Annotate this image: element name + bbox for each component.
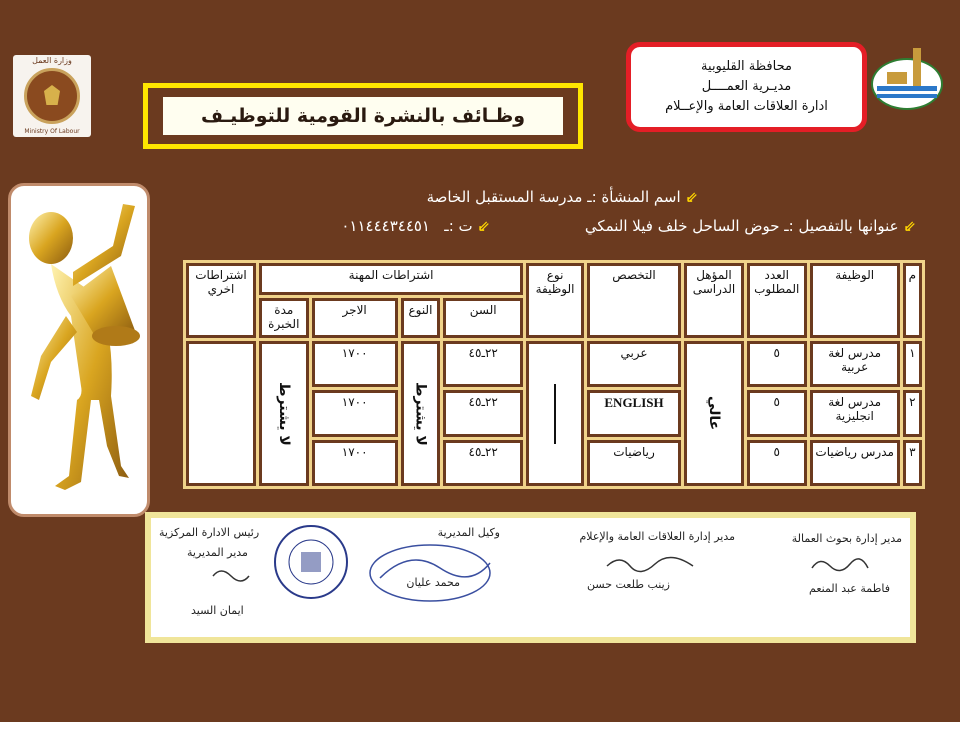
header-specialization: التخصص [590,266,678,335]
row-count: ٥ [750,443,804,483]
qualification-value: عالي [705,396,722,431]
header-requirements: اشتراطات المهنة [262,266,520,292]
header-department: ادارة العلاقات العامة والإعــلام [665,99,828,114]
eagle-seal-icon [24,68,80,124]
arrow-icon: ⇙ [685,188,698,206]
signature-2-title: مدير إدارة العلاقات العامة والإعلام [579,530,735,543]
signature-1-name: فاطمة عبد المنعم [809,582,890,595]
row-age: ٢٢ـ٤٥ [446,393,520,433]
signature-panel [145,512,916,643]
ministry-logo-arabic: وزارة العمل [32,56,72,65]
row-age: ٢٢ـ٤٥ [446,443,520,483]
row-job: مدرس لغة عربية [813,344,897,384]
row-job: مدرس رياضيات [813,443,897,483]
header-num: م [906,266,919,335]
job-type-line [554,384,556,444]
page-title: وظـائف بالنشرة القومية للتوظيـف [163,97,563,135]
header-job: الوظيفة [813,266,897,335]
signature-2-name: زينب طلعت حسن [587,578,670,591]
establishment-phone [341,217,490,235]
signature-4-title: رئيس الادارة المركزية [159,526,260,539]
signature-1-title: مدير إدارة بحوث العمالة [791,532,902,545]
header-gender: النوع [404,301,438,335]
header-salary: الاجر [315,301,395,335]
row-count: ٥ [750,344,804,384]
row-salary: ١٧٠٠ [315,393,395,433]
header-directorate: مديـرية العمــــل [701,79,792,94]
row-job: مدرس لغة انجليزية [813,393,897,433]
jobs-table [183,260,925,489]
row-age: ٢٢ـ٤٥ [446,344,520,384]
governorate-logo [867,48,953,116]
title-frame [143,83,583,149]
row-num: ٢ [906,393,919,433]
signature-4-name: ايمان السيد [191,604,244,617]
establishment-address: ⇙ عنوانها بالتفصيل :ـ حوض الساحل خلف فيلا النمكي [584,217,916,235]
signature-3-name: محمد عليان [406,576,460,589]
header-count: العدد المطلوب [750,266,804,335]
official-seal-icon [271,522,351,602]
signature-scribble-icon [810,554,870,576]
signature-scribble-icon [605,554,695,574]
signature-scribble-icon [211,566,251,586]
header-experience: مدة الخبرة [262,301,306,335]
arrow-icon: ⇙ [903,217,916,235]
gender-value: لا يشترط [412,381,429,446]
megaphone-figure-icon [11,186,147,514]
megaphone-figure-image [8,183,150,517]
header-age: السن [446,301,520,335]
row-num: ١ [906,344,919,384]
row-specialization: عربي [590,344,678,384]
establishment-name: ⇙ اسم المنشأة :ـ مدرسة المستقبل الخاصة [426,188,698,206]
row-specialization: ENGLISH [590,393,678,433]
arrow-icon: ⇙ [477,217,490,235]
ministry-logo [13,55,91,137]
row-salary: ١٧٠٠ [315,344,395,384]
table-row [185,340,924,389]
row-num: ٣ [906,443,919,483]
row-salary: ١٧٠٠ [315,443,395,483]
ministry-logo-english: Ministry Of Labour [24,128,80,135]
stamp-signature-icon [360,538,500,608]
header-job-type: نوع الوظيفة [529,266,581,335]
signature-3-title: وكيل المديرية [437,526,500,539]
directorate-header [626,42,867,132]
phone-label: ت :ـ [444,217,473,235]
row-count: ٥ [750,393,804,433]
header-qualification: المؤهل الدراسى [687,266,741,335]
row-specialization: رياضيات [590,443,678,483]
other-requirements-cell [189,344,253,483]
header-other: اشتراطات اخري [189,266,253,335]
header-governorate: محافظة القليوبية [701,59,792,74]
phone-number: ٠١١٤٤٤٣٤٤٥١ [341,217,430,235]
experience-value: لا يشترط [275,381,292,446]
signature-4-subtitle: مدير المديرية [187,546,248,559]
